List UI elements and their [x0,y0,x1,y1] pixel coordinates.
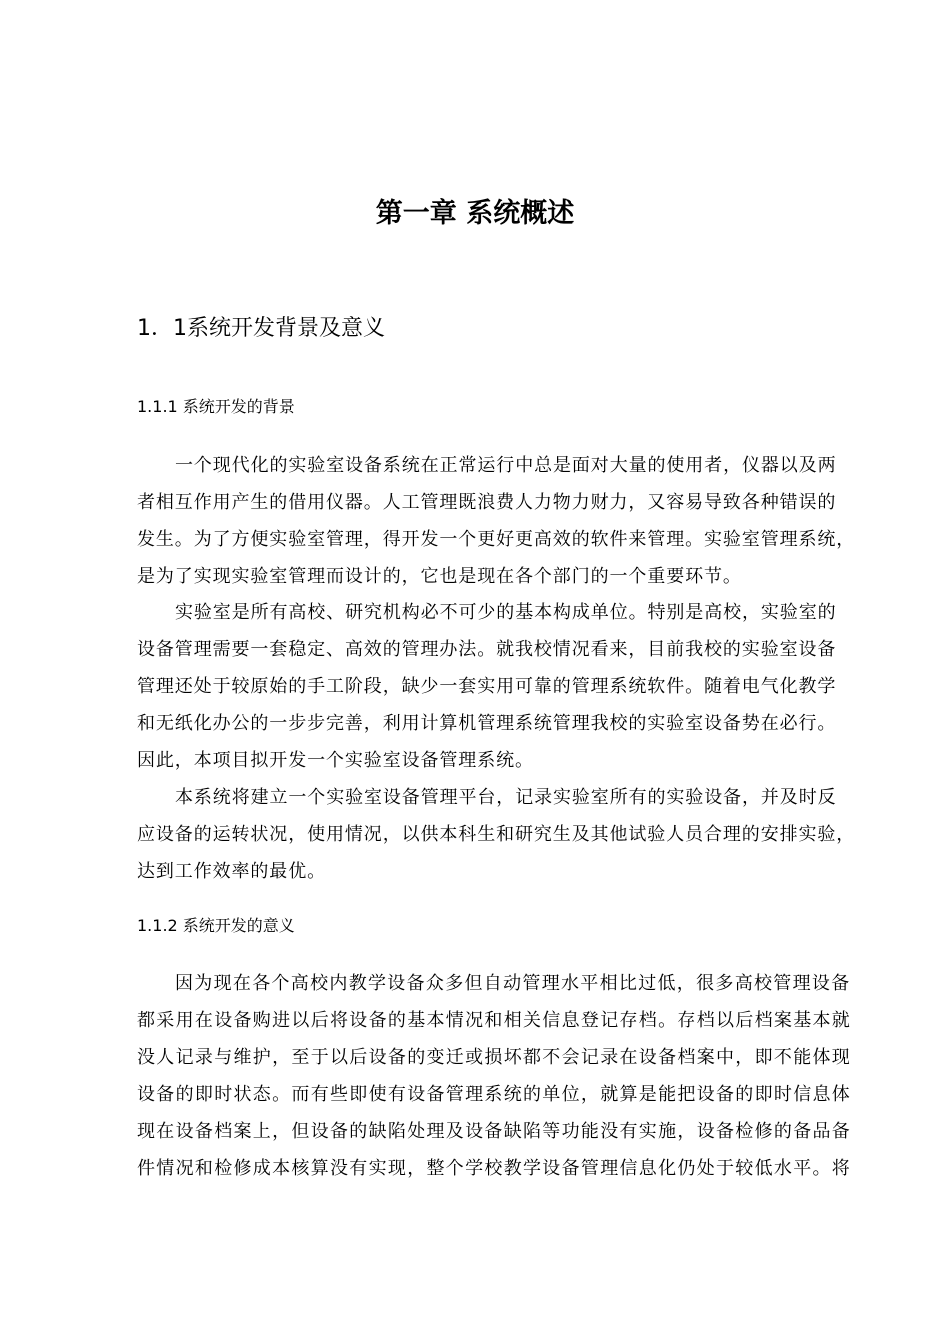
section-title: 1．1系统开发背景及意义 [137,316,385,341]
text-line: 因为现在各个高校内教学设备众多但自动管理水平相比过低，很多高校管理设备 [175,973,851,994]
text-line: 没人记录与维护，至于以后设备的变迁或损坏都不会记录在设备档案中，即不能体现 [137,1047,852,1068]
text-line: 实验室是所有高校、研究机构必不可少的基本构成单位。特别是高校，实验室的 [175,602,837,623]
text-line: 管理还处于较原始的手工阶段，缺少一套实用可靠的管理系统软件。随着电气化教学 [137,676,837,697]
text-line: 一个现代化的实验室设备系统在正常运行中总是面对大量的使用者，仪器以及两 [175,455,837,476]
text-line: 本系统将建立一个实验室设备管理平台，记录实验室所有的实验设备，并及时反 [175,787,837,808]
text-line: 达到工作效率的最优。 [137,861,326,882]
text-line: 现在设备档案上，但设备的缺陷处理及设备缺陷等功能没有实施，设备检修的备品备 [137,1121,852,1142]
paragraph-background-1 [137,447,877,595]
text-line: 因此，本项目拟开发一个实验室设备管理系统。 [137,750,534,771]
text-line: 设备的即时状态。而有些即使有设备管理系统的单位，就算是能把设备的即时信息体 [137,1084,852,1105]
paragraph-background-3 [137,779,877,890]
text-line: 是为了实现实验室管理而设计的，它也是现在各个部门的一个重要环节。 [137,566,742,587]
chapter-title: 第一章 系统概述 [375,198,575,229]
subsection-title-significance: 1.1.2 系统开发的意义 [137,916,295,935]
text-line: 都采用在设备购进以后将设备的基本情况和相关信息登记存档。存档以后档案基本就 [137,1010,852,1031]
text-line: 发生。为了方便实验室管理，得开发一个更好更高效的软件来管理。实验室管理系统， [137,529,856,550]
text-line: 设备管理需要一套稳定、高效的管理办法。就我校情况看来，目前我校的实验室设备 [137,639,837,660]
paragraph-background-2 [137,594,877,779]
text-line: 件情况和检修成本核算没有实现，整个学校教学设备管理信息化仍处于较低水平。将 [137,1158,852,1179]
paragraph-significance-1 [137,965,877,1187]
text-line: 应设备的运转状况，使用情况，以供本科生和研究生及其他试验人员合理的安排实验， [137,824,856,845]
subsection-title-background: 1.1.1 系统开发的背景 [137,397,295,416]
text-line: 和无纸化办公的一步步完善，利用计算机管理系统管理我校的实验室设备势在必行。 [137,713,837,734]
text-line: 者相互作用产生的借用仪器。人工管理既浪费人力物力财力，又容易导致各种错误的 [137,492,837,513]
